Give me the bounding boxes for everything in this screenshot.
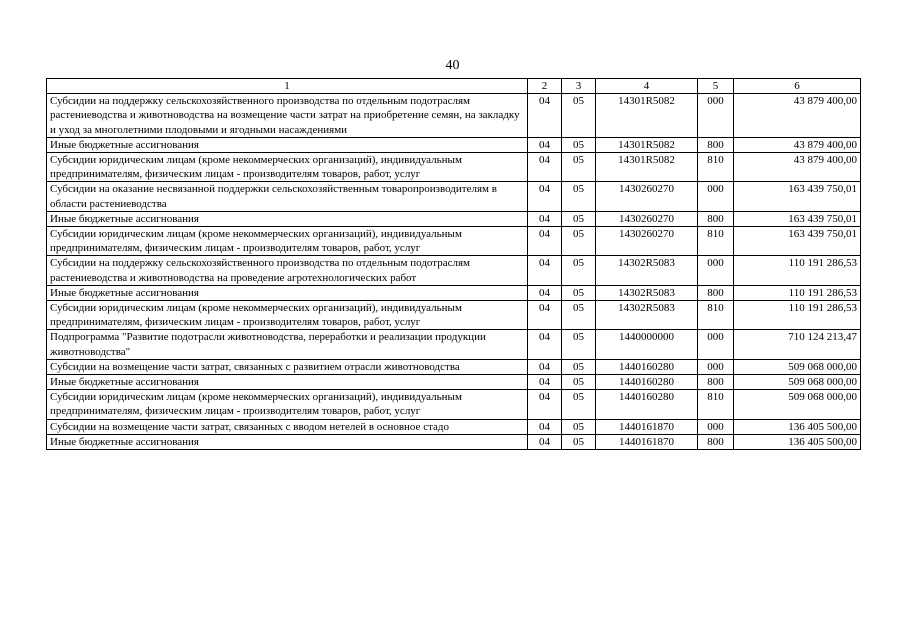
cell-subsection: 05 [562, 330, 596, 359]
table-row [47, 301, 861, 330]
cell-expense-type: 000 [698, 182, 734, 211]
table-row [47, 434, 861, 449]
cell-amount: 509 068 000,00 [734, 359, 861, 374]
cell-name: Иные бюджетные ассигнования [47, 211, 528, 226]
cell-section: 04 [528, 375, 562, 390]
cell-name: Субсидии на поддержку сельскохозяйственного производства по отдельным подотраслям растениеводства и животноводства на проведение агротехнологических работ [47, 256, 528, 285]
cell-expense-type: 800 [698, 375, 734, 390]
cell-target-article: 1440000000 [596, 330, 698, 359]
cell-name: Субсидии на возмещение части затрат, связанных с развитием отрасли животноводства [47, 359, 528, 374]
table-header-row [47, 79, 861, 94]
cell-amount: 509 068 000,00 [734, 375, 861, 390]
table-row [47, 359, 861, 374]
cell-name: Субсидии на поддержку сельскохозяйственного производства по отдельным подотраслям растениеводства и животноводства на возмещение части затрат на приобретение семян, на закладку и уход за многолетними плодовыми и ягодными насаждениями [47, 94, 528, 138]
table-row [47, 285, 861, 300]
cell-amount: 110 191 286,53 [734, 301, 861, 330]
cell-subsection: 05 [562, 153, 596, 182]
cell-section: 04 [528, 434, 562, 449]
cell-target-article: 14301R5082 [596, 153, 698, 182]
table-row [47, 330, 861, 359]
cell-amount: 163 439 750,01 [734, 211, 861, 226]
cell-subsection: 05 [562, 359, 596, 374]
cell-expense-type: 000 [698, 330, 734, 359]
table-row [47, 182, 861, 211]
cell-expense-type: 000 [698, 256, 734, 285]
cell-expense-type: 810 [698, 390, 734, 419]
cell-amount: 43 879 400,00 [734, 94, 861, 138]
cell-section: 04 [528, 301, 562, 330]
cell-section: 04 [528, 153, 562, 182]
page-number: 40 [445, 58, 460, 73]
cell-subsection: 05 [562, 256, 596, 285]
cell-target-article: 14302R5083 [596, 256, 698, 285]
cell-target-article: 1440160280 [596, 390, 698, 419]
cell-amount: 163 439 750,01 [734, 182, 861, 211]
cell-subsection: 05 [562, 182, 596, 211]
column-header-amount: 6 [734, 79, 861, 94]
cell-expense-type: 000 [698, 359, 734, 374]
cell-amount: 110 191 286,53 [734, 285, 861, 300]
table-row [47, 153, 861, 182]
cell-name: Субсидии на возмещение части затрат, связанных с вводом нетелей в основное стадо [47, 419, 528, 434]
column-header-name: 1 [47, 79, 528, 94]
cell-section: 04 [528, 285, 562, 300]
cell-subsection: 05 [562, 94, 596, 138]
cell-expense-type: 810 [698, 153, 734, 182]
table-row [47, 94, 861, 138]
cell-name: Субсидии на оказание несвязанной поддержки сельскохозяйственным товаропроизводителям в области растениеводства [47, 182, 528, 211]
budget-table [46, 78, 861, 450]
cell-target-article: 1430260270 [596, 211, 698, 226]
cell-amount: 43 879 400,00 [734, 137, 861, 152]
cell-target-article: 1440161870 [596, 419, 698, 434]
cell-subsection: 05 [562, 419, 596, 434]
cell-amount: 710 124 213,47 [734, 330, 861, 359]
cell-subsection: 05 [562, 227, 596, 256]
cell-target-article: 14302R5083 [596, 301, 698, 330]
cell-amount: 163 439 750,01 [734, 227, 861, 256]
cell-target-article: 1430260270 [596, 227, 698, 256]
cell-name: Иные бюджетные ассигнования [47, 375, 528, 390]
column-header-target-article: 4 [596, 79, 698, 94]
cell-section: 04 [528, 419, 562, 434]
column-header-expense-type: 5 [698, 79, 734, 94]
cell-name: Подпрограмма "Развитие подотрасли животноводства, переработки и реализации продукции животноводства" [47, 330, 528, 359]
cell-target-article: 1430260270 [596, 182, 698, 211]
cell-subsection: 05 [562, 301, 596, 330]
cell-target-article: 1440160280 [596, 375, 698, 390]
cell-expense-type: 800 [698, 211, 734, 226]
cell-target-article: 14302R5083 [596, 285, 698, 300]
table-row [47, 227, 861, 256]
cell-section: 04 [528, 94, 562, 138]
cell-subsection: 05 [562, 375, 596, 390]
cell-subsection: 05 [562, 390, 596, 419]
cell-expense-type: 810 [698, 227, 734, 256]
cell-subsection: 05 [562, 137, 596, 152]
cell-amount: 509 068 000,00 [734, 390, 861, 419]
table-row [47, 256, 861, 285]
cell-amount: 136 405 500,00 [734, 419, 861, 434]
cell-section: 04 [528, 227, 562, 256]
cell-target-article: 1440161870 [596, 434, 698, 449]
cell-target-article: 14301R5082 [596, 94, 698, 138]
cell-section: 04 [528, 137, 562, 152]
cell-name: Субсидии юридическим лицам (кроме некоммерческих организаций), индивидуальным предпринимателям, физическим лицам - производителям товаров, работ, услуг [47, 153, 528, 182]
cell-section: 04 [528, 359, 562, 374]
cell-subsection: 05 [562, 211, 596, 226]
cell-target-article: 14301R5082 [596, 137, 698, 152]
cell-name: Субсидии юридическим лицам (кроме некоммерческих организаций), индивидуальным предпринимателям, физическим лицам - производителям товаров, работ, услуг [47, 301, 528, 330]
table-row [47, 419, 861, 434]
table-row [47, 211, 861, 226]
table-row [47, 375, 861, 390]
cell-expense-type: 800 [698, 137, 734, 152]
column-header-subsection: 3 [562, 79, 596, 94]
cell-subsection: 05 [562, 434, 596, 449]
cell-expense-type: 000 [698, 94, 734, 138]
column-header-section: 2 [528, 79, 562, 94]
cell-section: 04 [528, 211, 562, 226]
cell-name: Субсидии юридическим лицам (кроме некоммерческих организаций), индивидуальным предпринимателям, физическим лицам - производителям товаров, работ, услуг [47, 390, 528, 419]
cell-name: Иные бюджетные ассигнования [47, 434, 528, 449]
cell-section: 04 [528, 182, 562, 211]
cell-target-article: 1440160280 [596, 359, 698, 374]
cell-section: 04 [528, 390, 562, 419]
cell-name: Иные бюджетные ассигнования [47, 285, 528, 300]
cell-section: 04 [528, 256, 562, 285]
cell-expense-type: 800 [698, 285, 734, 300]
cell-expense-type: 000 [698, 419, 734, 434]
cell-expense-type: 800 [698, 434, 734, 449]
cell-section: 04 [528, 330, 562, 359]
cell-amount: 110 191 286,53 [734, 256, 861, 285]
cell-expense-type: 810 [698, 301, 734, 330]
cell-amount: 43 879 400,00 [734, 153, 861, 182]
cell-subsection: 05 [562, 285, 596, 300]
table-row [47, 137, 861, 152]
cell-name: Иные бюджетные ассигнования [47, 137, 528, 152]
cell-name: Субсидии юридическим лицам (кроме некоммерческих организаций), индивидуальным предпринимателям, физическим лицам - производителям товаров, работ, услуг [47, 227, 528, 256]
cell-amount: 136 405 500,00 [734, 434, 861, 449]
table-row [47, 390, 861, 419]
